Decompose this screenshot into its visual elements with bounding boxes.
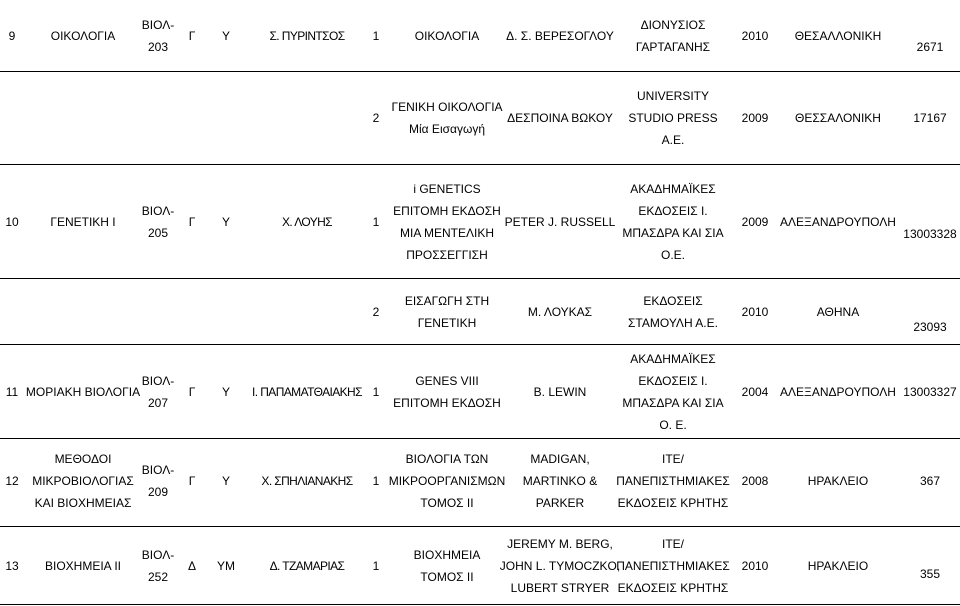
cell-year-line: 2010: [741, 29, 769, 43]
cell-teacher-line: Χ. ΣΠΗΛΙΑΝΑΚΗΣ: [261, 474, 353, 488]
cell-code-line: ΒΙΟΛ-: [141, 18, 175, 32]
cell-isbn-line: 13003327: [903, 385, 957, 399]
cell-publisher-line: ΙΤΕ/: [661, 537, 684, 551]
cell-year-line: 2008: [741, 474, 769, 488]
cell-publisher-line: ΙΤΕ/: [661, 452, 684, 466]
cell-book-line: ΓΕΝΕΤΙΚΗ: [417, 316, 477, 330]
cell-publisher-line: ΕΚΔΟΣΕΙΣ ΚΡΗΤΗΣ: [617, 496, 729, 510]
cell-num-line: 11: [5, 385, 19, 399]
cell-title-line: ΒΙΟΧΗΜΕΙΑ ΙΙ: [44, 559, 122, 573]
row-divider: [0, 71, 960, 72]
cell-num-line: 9: [8, 29, 16, 43]
cell-teacher-line: Σ. ΠΥΡΙΝΤΣΟΣ: [269, 29, 345, 43]
row-divider: [0, 604, 960, 605]
cell-isbn: [820, 316, 960, 338]
cell-y-line: Υ: [221, 474, 230, 488]
cell-teacher-line: Δ. ΤΖΑΜΑΡΙΑΣ: [269, 559, 345, 573]
cell-author-line: PARKER: [535, 496, 585, 510]
cell-author-line: JOHN L. TYMOCZKO,: [499, 559, 621, 573]
cell-publisher-line: ΕΚΔΟΣΕΙΣ ΚΡΗΤΗΣ: [617, 581, 729, 595]
cell-book-line: ΕΠΙΤΟΜΗ ΕΚΔΟΣΗ: [393, 396, 501, 410]
cell-title-line: ΟΙΚΟΛΟΓΙΑ: [50, 29, 116, 43]
cell-author-line: MARTINKO &: [522, 474, 598, 488]
cell-year-line: 2004: [741, 385, 769, 399]
cell-publisher-line: ΓΑΡΤΑΓΑΝΗΣ: [635, 40, 711, 54]
cell-isbn: [820, 563, 960, 585]
cell-city-line: ΑΛΕΞΑΝΔΡΟΥΠΟΛΗ: [780, 215, 896, 229]
cell-title-line: ΜΟΡΙΑΚΗ ΒΙΟΛΟΓΙΑ: [25, 385, 141, 399]
cell-y-line: Υ: [221, 29, 230, 43]
row-divider: [0, 278, 960, 279]
cell-num-line: 10: [5, 215, 19, 229]
cell-y-line: Υ: [221, 215, 230, 229]
cell-book-line: ΜΙΑ ΜΕΝΤΕΛΙΚΗ: [399, 226, 495, 240]
cell-isbn-line: 13003328: [903, 227, 957, 241]
cell-code-line: 207: [147, 396, 169, 410]
cell-teacher-line: Χ. ΛΟΥΗΣ: [281, 215, 332, 229]
cell-y-line: ΥΜ: [217, 559, 235, 573]
cell-code-line: 205: [147, 226, 169, 240]
cell-isbn: [820, 223, 960, 245]
cell-year-line: 2010: [741, 305, 769, 319]
cell-author-line: LUBERT STRYER: [510, 581, 610, 595]
cell-book-line: ΤΟΜΟΣ ΙΙ: [420, 570, 474, 584]
cell-author-line: B. LEWIN: [533, 385, 587, 399]
cell-publisher-line: UNIVERSITY: [636, 89, 709, 103]
cell-vol-line: 1: [372, 385, 380, 399]
cell-code-line: ΒΙΟΛ-: [141, 204, 175, 218]
cell-title-line: ΚΑΙ ΒΙΟΧΗΜΕΙΑΣ: [34, 496, 132, 510]
cell-num-line: 12: [5, 474, 19, 488]
cell-publisher-line: ΜΠΑΣΔΡΑ ΚΑΙ ΣΙΑ: [622, 396, 724, 410]
row-divider: [0, 164, 960, 165]
cell-book-line: ΤΟΜΟΣ ΙΙ: [420, 496, 474, 510]
cell-publisher-line: ΠΑΝΕΠΙΣΤΗΜΙΑΚΕΣ: [616, 559, 730, 573]
cell-book-line: ΠΡΟΣΣΕΓΓΙΣΗ: [406, 248, 488, 262]
cell-publisher-line: Α.Ε.: [661, 133, 685, 147]
cell-vol-line: 2: [372, 305, 380, 319]
cell-title-line: ΜΕΘΟΔΟΙ: [54, 452, 112, 466]
cell-isbn-line: 2671: [916, 40, 944, 54]
cell-g-line: Γ: [188, 215, 196, 229]
cell-publisher-line: ΕΚΔΟΣΕΙΣ Ι.: [638, 374, 708, 388]
cell-title-line: ΓΕΝΕΤΙΚΗ Ι: [50, 215, 116, 229]
cell-publisher-line: STUDIO PRESS: [628, 111, 718, 125]
cell-publisher-line: ΕΚΔΟΣΕΙΣ: [643, 294, 703, 308]
cell-publisher-line: ΑΚΑΔΗΜΑΪΚΕΣ: [630, 182, 716, 196]
cell-g-line: Γ: [188, 29, 196, 43]
row-divider: [0, 344, 960, 345]
cell-g-line: Δ: [187, 559, 196, 573]
cell-publisher-line: ΠΑΝΕΠΙΣΤΗΜΙΑΚΕΣ: [616, 474, 730, 488]
cell-book-line: i GENETICS: [413, 182, 481, 196]
cell-book-line: Μία Εισαγωγή: [409, 122, 485, 136]
cell-code-line: 252: [147, 570, 169, 584]
cell-vol-line: 1: [372, 474, 380, 488]
cell-book-line: ΒΙΟΧΗΜΕΙΑ: [413, 548, 481, 562]
cell-city-line: ΘΕΣΑΛΛΟΝΙΚΗ: [794, 29, 882, 43]
cell-city-line: ΘΕΣΣΑΛΟΝΙΚΗ: [795, 111, 881, 125]
cell-year-line: 2009: [741, 111, 769, 125]
cell-publisher-line: ΣΤΑΜΟΥΛΗ Α.Ε.: [628, 316, 718, 330]
cell-author-line: ΔΕΣΠΟΙΝΑ ΒΩΚΟΥ: [507, 111, 613, 125]
cell-vol-line: 1: [372, 29, 380, 43]
cell-code-line: 203: [147, 40, 169, 54]
row-divider: [0, 438, 960, 439]
cell-isbn: [820, 470, 960, 492]
row-divider: [0, 526, 960, 527]
cell-city-line: ΗΡΑΚΛΕΙΟ: [807, 559, 869, 573]
cell-isbn-line: 17167: [913, 111, 947, 125]
cell-book-line: GENES VIII: [415, 374, 479, 388]
cell-city-line: ΑΛΕΞΑΝΔΡΟΥΠΟΛΗ: [780, 385, 896, 399]
cell-isbn: [820, 36, 960, 58]
cell-code-line: ΒΙΟΛ-: [141, 374, 175, 388]
cell-book-line: ΓΕΝΙΚΗ ΟΙΚΟΛΟΓΙΑ: [391, 100, 503, 114]
cell-isbn: [820, 381, 960, 403]
cell-book-line: ΒΙΟΛΟΓΙΑ ΤΩΝ: [405, 452, 489, 466]
cell-publisher-line: ΑΚΑΔΗΜΑΪΚΕΣ: [630, 352, 716, 366]
cell-year-line: 2010: [741, 559, 769, 573]
cell-isbn: [820, 107, 960, 129]
cell-isbn-line: 23093: [913, 320, 947, 334]
cell-author-line: JEREMY M. BERG,: [507, 537, 613, 551]
cell-author-line: PETER J. RUSSELL: [504, 215, 616, 229]
cell-code-line: 209: [147, 485, 169, 499]
cell-author-line: Δ. Σ. ΒΕΡΕΣΟΓΛΟΥ: [506, 29, 614, 43]
cell-teacher-line: Ι. ΠΑΠΑΜΑΤΘΑΙΑΚΗΣ: [252, 385, 362, 399]
cell-publisher-line: Ο. Ε.: [659, 418, 687, 432]
cell-code-line: ΒΙΟΛ-: [141, 548, 175, 562]
cell-year-line: 2009: [741, 215, 769, 229]
cell-publisher-line: ΜΠΑΣΔΡΑ ΚΑΙ ΣΙΑ: [622, 226, 724, 240]
cell-isbn-line: 355: [919, 567, 941, 581]
cell-publisher-line: Ο.Ε.: [660, 248, 685, 262]
cell-vol-line: 1: [372, 559, 380, 573]
cell-g-line: Γ: [188, 385, 196, 399]
cell-book-line: ΕΠΙΤΟΜΗ ΕΚΔΟΣΗ: [393, 204, 501, 218]
cell-author-line: MADIGAN,: [530, 452, 590, 466]
cell-vol-line: 2: [372, 111, 380, 125]
cell-num-line: 13: [5, 559, 19, 573]
cell-book-line: ΜΙΚΡΟΟΡΓΑΝΙΣΜΩΝ: [388, 474, 506, 488]
cell-g-line: Γ: [188, 474, 196, 488]
cell-author-line: Μ. ΛΟΥΚΑΣ: [527, 305, 593, 319]
cell-city-line: ΗΡΑΚΛΕΙΟ: [807, 474, 869, 488]
cell-isbn-line: 367: [919, 474, 941, 488]
cell-book-line: ΕΙΣΑΓΩΓΗ ΣΤΗ: [404, 294, 490, 308]
cell-book-line: ΟΙΚΟΛΟΓΙΑ: [414, 29, 480, 43]
cell-city-line: ΑΘΗΝΑ: [816, 305, 860, 319]
cell-code-line: ΒΙΟΛ-: [141, 463, 175, 477]
cell-title-line: ΜΙΚΡΟΒΙΟΛΟΓΙΑΣ: [32, 474, 134, 488]
cell-vol-line: 1: [372, 215, 380, 229]
cell-y-line: Υ: [221, 385, 230, 399]
cell-publisher-line: ΔΙΟΝΥΣΙΟΣ: [640, 18, 706, 32]
cell-publisher-line: ΕΚΔΟΣΕΙΣ Ι.: [638, 204, 708, 218]
